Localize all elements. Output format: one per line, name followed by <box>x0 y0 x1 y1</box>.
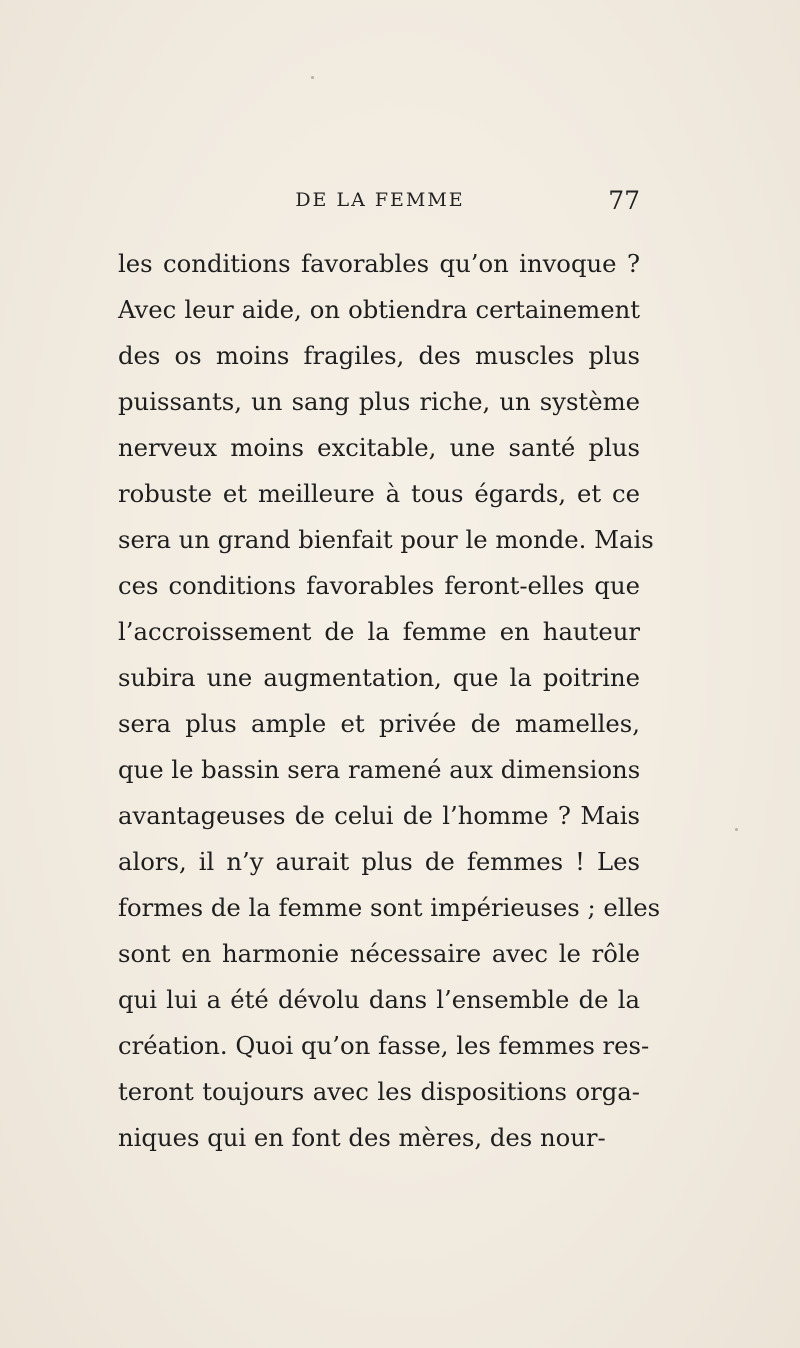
text-line: Avec leur aide, on obtiendra certainement <box>118 295 640 324</box>
text-line: teront toujours avec les dispositions orga- <box>118 1077 640 1106</box>
text-line: robuste et meilleure à tous égards, et ce <box>118 479 640 508</box>
paper-speck <box>311 76 314 79</box>
text-line: niques qui en font des mères, des nour- <box>118 1123 606 1152</box>
text-line: sera plus ample et privée de mamelles, <box>118 709 640 738</box>
running-head <box>120 186 640 219</box>
text-line: subira une augmentation, que la poitrine <box>118 663 640 692</box>
text-line: avantageuses de celui de l’homme ? Mais <box>118 801 640 830</box>
text-line: alors, il n’y aurait plus de femmes ! Les <box>118 847 640 876</box>
text-line: sont en harmonie nécessaire avec le rôle <box>118 939 640 968</box>
text-line: des os moins fragiles, des muscles plus <box>118 341 640 370</box>
text-line: que le bassin sera ramené aux dimensions <box>118 755 641 784</box>
text-line: qui lui a été dévolu dans l’ensemble de la <box>118 985 640 1014</box>
text-line: ces conditions favorables feront-elles que <box>118 571 640 600</box>
body-text <box>118 241 661 1161</box>
text-line: les conditions favorables qu’on invoque ? <box>118 249 640 278</box>
text-line: sera un grand bienfait pour le monde. Mais <box>118 525 654 554</box>
running-title: DE LA FEMME <box>295 189 465 211</box>
page-number: 77 <box>608 186 640 215</box>
text-line: création. Quoi qu’on fasse, les femmes res- <box>118 1031 650 1060</box>
text-line: puissants, un sang plus riche, un système <box>118 387 640 416</box>
text-line: formes de la femme sont impérieuses ; elles <box>118 893 661 922</box>
paper-speck <box>735 828 738 831</box>
text-line: nerveux moins excitable, une santé plus <box>118 433 640 462</box>
text-line: l’accroissement de la femme en hauteur <box>118 617 640 646</box>
